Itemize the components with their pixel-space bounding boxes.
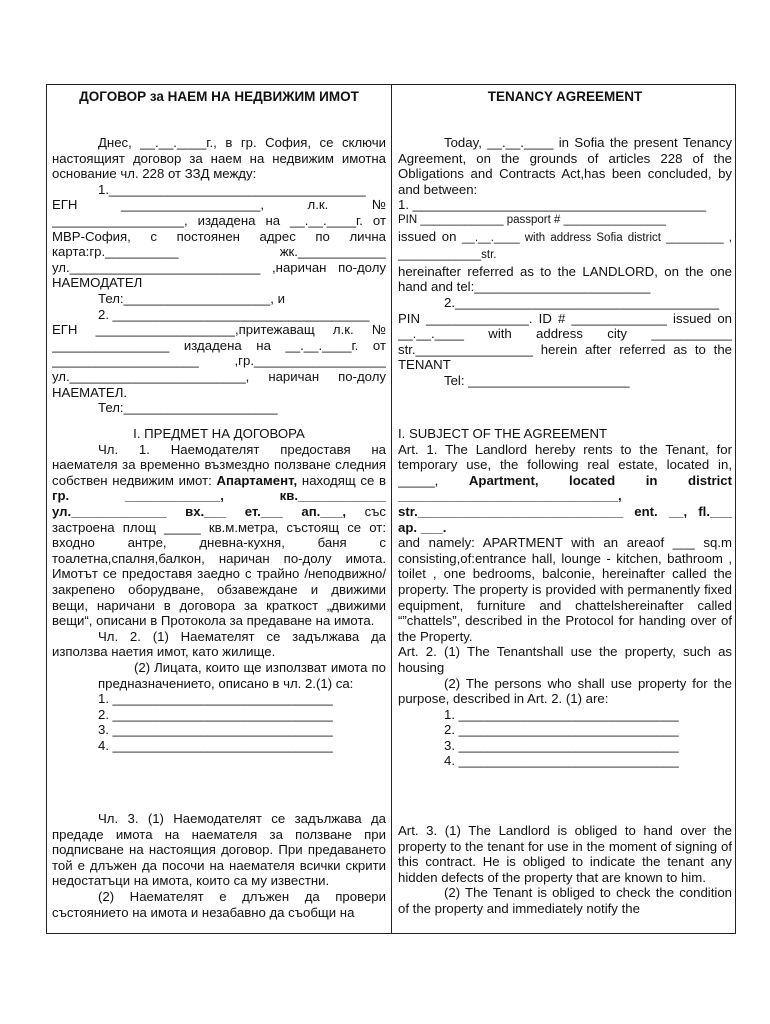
en-art1-text: Art. 1. The Landlord hereby rents to the Tenant, for temporary use, the following real estate, located in, _____,: [398, 441, 732, 488]
bg-art3-1: Чл. 3. (1) Наемодателят се задължава да предаде имота на наемателя за ползване при подписване на настоящия договор. При предаването той е длъжен да посочи на наемателя всички скрити недостатъци на имота, които са му известни.: [52, 811, 386, 889]
bg-art1: [52, 442, 386, 629]
en-party1-line: 1. ________________________________________: [398, 197, 707, 213]
en-title: TENANCY AGREEMENT: [487, 89, 643, 104]
en-person-3: 3. ______________________________: [444, 737, 679, 753]
en-art1: [398, 442, 732, 536]
en-art3-2: (2) The Tenant is obliged to check the condition of the property and immediately notify the: [398, 885, 732, 916]
en-party2-line: 2.____________________________________: [444, 294, 720, 310]
en-tenant: PIN ______________. ID # _____________ issued on __.__.____ with address city ___________ str.________________ herein after referred as to the TENANT: [398, 310, 732, 373]
bg-title: ДОГОВОР за НАЕМ НА НЕДВИЖИМ ИМОТ: [79, 89, 359, 104]
en-art1-address: Apartment, located in district ______________________________, str.____________________________ ent. __, fl.___ ap. ___.: [398, 472, 732, 535]
en-parties: [398, 135, 732, 389]
bg-person-4: 4. ______________________________: [98, 737, 333, 753]
bg-tenant-details: ЕГН ___________________,притежаващ л.к. № ________________ издадена на __.__.____г. от ____________________ ,гр.__________________ ул.________________________, наричан по-долу НАЕМАТЕЛ.: [52, 322, 386, 400]
bg-party1-line: 1.___________________________________: [98, 181, 366, 197]
bg-art1-address: гр. _____________, кв.____________ ул._____________ вх.___ ет.___ ап.___,: [52, 488, 386, 519]
en-art3: [398, 823, 732, 917]
en-art2-2: (2) The persons who shall use property for the purpose, described in Art. 2. (1) are:: [398, 675, 732, 707]
en-person-1: 1. ______________________________: [444, 706, 679, 722]
en-art2-1: Art. 2. (1) The Tenantshall use the property, such as housing: [398, 644, 732, 675]
column-divider: [391, 85, 392, 933]
en-person-2: 2. ______________________________: [444, 722, 679, 738]
bg-parties: [52, 135, 386, 416]
english-column: [398, 85, 732, 933]
en-art3-1: Art. 3. (1) The Landlord is obliged to hand over the property to the tenant for use in the moment of signing of this contract. He is obliged to indicate the tenant any hidden defects of the property that are known to him.: [398, 823, 732, 885]
bg-art1-description: със застроена площ _____ кв.м.метра, състоящ се от: входно антре, дневна-кухня, баня с тоалетна,спалня,балкон, наричан по-долу имота. Имотът се предоставя заедно с трайно /неподвижно/ закрепено оборудване, обзавеждане и движими вещи, наричани в договора за краткост „движими вещи“, описани в Протокола за предаване на имота.: [52, 503, 386, 629]
en-issued-line: [398, 229, 732, 264]
en-pin-line: PIN _____________ passport # ________________: [398, 213, 666, 226]
bg-art2-2: (2) Лицата, които ще използват имота по предназначението, описано в чл. 2.(1) са:: [98, 659, 386, 691]
bg-art2-1: Чл. 2. (1) Наемателят се задължава да използва наетия имот, като жилище.: [52, 628, 386, 660]
bg-art1-located: находящ се в: [301, 472, 386, 488]
bg-person-3: 3. ______________________________: [98, 722, 333, 738]
bg-party2-line: 2. ___________________________________: [98, 306, 370, 322]
en-issued-label: issued on: [398, 228, 457, 244]
bulgarian-column: [52, 85, 386, 933]
bg-person-1: 1. ______________________________: [98, 691, 333, 707]
bg-person-2: 2. ______________________________: [98, 706, 333, 722]
bg-art3: [52, 811, 386, 920]
contract-table: [46, 84, 736, 934]
en-person-4: 4. ______________________________: [444, 753, 679, 769]
en-subject: [398, 426, 732, 769]
bg-landlord-tel: Тел:____________________, и: [98, 290, 285, 306]
en-art1-description: and namely: APARTMENT with an areaof ___ sq.m consisting,of:entrance hall, lounge - kitchen, bathroom , toilet , one bedrooms, balconie, hereinafter called the property. The property is provided with permanently fixed equipment, furniture and chattelshereinafter called “”chattels”, described in the Protocol for handing over of the Property.: [398, 535, 732, 644]
bg-landlord-details: ЕГН ___________________, л.к. № __________________, издадена на __.__.____г. от МВР-София, с постоянен адрес по лична карта:гр.__________ жк.____________ ул.__________________________ ,наричан по-долу НАЕМОДАТЕЛ: [52, 197, 386, 291]
en-issued-details: __.__.____ with address Sofia district _________ , _____________str.: [398, 231, 732, 262]
en-landlord: hereinafter referred as to the LANDLORD, on the one hand and tel:________________________: [398, 263, 732, 295]
bg-section-subject: I. ПРЕДМЕТ НА ДОГОВОРА: [133, 426, 305, 441]
bg-subject: [52, 426, 386, 753]
en-intro: Today, __.__.____ in Sofia the present Tenancy Agreement, on the grounds of articles 228 of the Obligations and Contracts Act,has been concluded, by and between:: [398, 135, 732, 197]
en-tenant-tel: Tel: ______________________: [444, 372, 630, 388]
bg-intro: Днес, __.__.____г., в гр. София, се сключи настоящият договор за наем на недвижим имотна основание чл. 228 от ЗЗД между:: [52, 135, 386, 182]
bg-art3-2: (2) Наемателят е длъжен да провери състоянието на имота и незабавно да съобщи на: [52, 888, 386, 920]
en-section-subject: I. SUBJECT OF THE AGREEMENT: [398, 426, 608, 441]
bg-art1-text: Чл. 1. Наемодателят предоставя на наемателя за временно възмездно ползване следния собствен недвижим имот:: [52, 441, 386, 488]
bg-art1-apartment: Апартамент,: [216, 472, 298, 488]
bg-tenant-tel: Тел:_____________________: [98, 400, 278, 416]
